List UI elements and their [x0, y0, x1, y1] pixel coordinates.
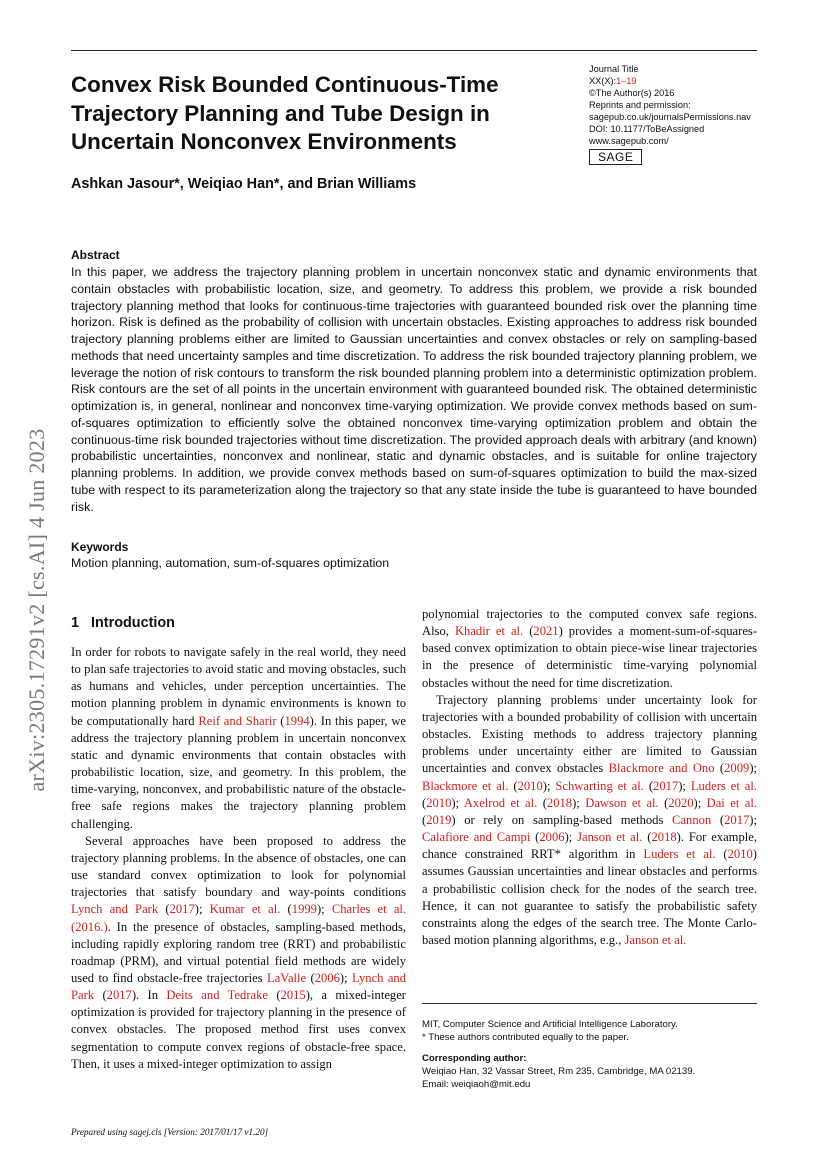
citation-link[interactable]: Luders et al. — [690, 778, 758, 793]
citation-link[interactable]: 1994 — [284, 713, 310, 728]
text-run: ); — [564, 830, 578, 845]
text-run: ( — [158, 902, 170, 917]
corresponding-email: Email: weiqiaoh@mit.edu — [422, 1079, 531, 1090]
journal-info — [589, 63, 789, 165]
arxiv-stamp: arXiv:2305.17291v2 [cs.AI] 4 Jun 2023 — [24, 428, 49, 792]
citation-link[interactable]: 2017 — [724, 812, 750, 827]
text-run: ) provides a moment-sum-of-squares-based convex optimization to obtain piece-wise linear trajectories in the presence of deterministic time-varying polynomial obstacles without the need for time discretization. — [422, 624, 758, 690]
paper-authors: Ashkan Jasour*, Weiqiao Han*, and Brian Williams — [71, 176, 417, 192]
citation-link[interactable]: 2009 — [724, 761, 750, 776]
citation-link[interactable]: 2010 — [727, 847, 753, 862]
paragraph — [71, 644, 406, 833]
citation-link[interactable]: 2006 — [539, 830, 565, 845]
text-run: ); — [316, 902, 332, 917]
citation-link[interactable]: 1999 — [291, 902, 317, 917]
text-run: ). In this paper, we address the trajectory planning problem in uncertain nonconvex static and dynamic environments that contain obstacles with probabilistic location, size, and geometry. In this problem, the time-varying, nonconvex, and probabilistic nature of the obstacle-free safe regions makes the trajectory planning problem challenging. — [71, 713, 407, 831]
citation-link[interactable]: Calafiore and Campi — [422, 830, 531, 845]
footnote-rule — [422, 1003, 757, 1004]
text-run: ( — [658, 795, 669, 810]
text-run: ), a mixed-integer optimization is provided for trajectory planning in the presence of convex obstacles. The proposed method first uses convex segmentation to compute convex regions of obstacle-free space. Then, it uses a mixed-integer optimization to assign — [71, 988, 406, 1071]
keywords-text: Motion planning, automation, sum-of-squares optimization — [71, 556, 390, 570]
citation-link[interactable]: Lynch and Park — [71, 970, 407, 1003]
text-run: ( — [711, 812, 725, 827]
text-run: ); — [194, 902, 210, 917]
left-column — [71, 644, 406, 1073]
text-run: Several approaches have been proposed to address the trajectory planning problems. In the absence of obstacles, one can use standard convex optimization to look for polynomial trajectories that satisfy boundary and way-points conditions — [71, 833, 406, 900]
citation-link[interactable]: Janson et al. — [624, 932, 687, 947]
text-run: ( — [267, 988, 281, 1003]
section-heading — [71, 615, 175, 631]
text-run: ); — [693, 795, 707, 810]
journal-volume-pages — [589, 75, 789, 87]
citation-link[interactable]: 2017 — [106, 988, 132, 1003]
paragraph — [422, 606, 757, 692]
citation-link[interactable]: 2010 — [426, 795, 452, 810]
text-run: ( — [306, 970, 315, 985]
text-run: ( — [530, 830, 540, 845]
text-run: ). In — [131, 988, 167, 1003]
text-run: ( — [537, 795, 547, 810]
text-run: ( — [715, 847, 728, 862]
text-run: ); — [339, 970, 352, 985]
citation-link[interactable]: Reif and Sharir — [198, 713, 277, 728]
text-run: ( — [714, 761, 725, 776]
citation-link[interactable]: 2017 — [653, 778, 679, 793]
citation-link[interactable]: 2010 — [517, 778, 543, 793]
citation-link[interactable]: LaValle — [266, 970, 307, 985]
text-run: ); — [451, 795, 464, 810]
citation-link[interactable]: Cannon — [672, 812, 712, 827]
citation-link[interactable]: 2015 — [280, 988, 306, 1003]
text-run: ( — [422, 795, 427, 810]
section-number: 1 — [71, 615, 80, 631]
citation-link[interactable]: Axelrod et al. — [463, 795, 538, 810]
text-run: ); — [572, 795, 586, 810]
citation-link[interactable]: 2006 — [314, 970, 340, 985]
journal-website: www.sagepub.com/ — [589, 136, 669, 146]
journal-permissions-url: sagepub.co.uk/journalsPermissions.nav — [589, 112, 751, 122]
corresponding-address: Weiqiao Han, 32 Vassar Street, Rm 235, Cambridge, MA 02139. — [422, 1066, 696, 1077]
citation-link[interactable]: Schwarting et al. — [555, 778, 644, 793]
header-rule — [71, 50, 757, 51]
text-run: Trajectory planning problems under uncertainty look for trajectories with a bounded probability of collision with uncertain obstacles. Existing methods to address trajectory planning problems under uncertainty either are limited to Gaussian uncertainties and convex obstacles — [422, 692, 757, 776]
paragraph — [71, 833, 406, 1073]
citation-link[interactable]: Deits and Tedrake — [166, 988, 268, 1003]
equal-contribution-note: * These authors contributed equally to the paper. — [422, 1032, 629, 1043]
citation-link[interactable]: Janson et al. — [577, 830, 643, 845]
paragraph — [422, 692, 757, 949]
citation-link[interactable]: 2018 — [546, 795, 573, 810]
journal-title: Journal Title — [589, 64, 639, 74]
citation-link[interactable]: Khadir et al. — [454, 624, 524, 639]
keywords-heading: Keywords — [71, 540, 129, 554]
affiliation-note: MIT, Computer Science and Artificial Intelligence Laboratory. — [422, 1019, 678, 1030]
abstract-text: In this paper, we address the trajectory planning problem in uncertain nonconvex static and dynamic environments that contain obstacles with probabilistic location, size, and geometry. To address this problem, we provide a risk bounded trajectory planning method that looks for continuous-time trajectories with guaranteed bounded risk over the planning time horizon. Risk is defined as the probability of collision with uncertain obstacles. Existing approaches to address risk bounded trajectory planning problems either are limited to Gaussian uncertainties and convex obstacles or rely on sampling-based methods that need uncertainty samples and time discretization. To address the risk bounded trajectory planning problem, we leverage the notion of risk contours to transform the risk bounded planning problem into a deterministic optimization problem. Risk contours are the set of all points in the uncertain environment with guaranteed bounded risk. The obtained deterministic optimization is, in general, nonlinear and nonconvex time-varying optimization. We provide convex methods based on sum-of-squares optimization to efficiently solve the obtained nonconvex time-varying optimization problem and obtain the continuous-time risk bounded trajectories without time discretization. The provided approach deals with arbitrary (and known) probabilistic uncertainties, nonconvex and nonlinear, static and dynamic obstacles, and is suitable for online trajectory planning problems. In addition, we provide convex methods based on sum-of-squares optimization to build the max-sized tube with respect to its parameterization along the trajectory so that any state inside the tube is guaranteed to have bounded risk. — [71, 265, 757, 514]
citation-link[interactable]: 2018 — [651, 830, 677, 845]
footer-version: [Version: 2017/01/17 v1.20] — [161, 1127, 269, 1137]
text-run: ). For example, chance constrained RRT* algorithm in — [422, 830, 757, 862]
corresponding-author-heading: Corresponding author: — [422, 1053, 527, 1064]
citation-link[interactable]: Charles et al. (2016.) — [71, 902, 407, 934]
text-run: polynomial trajectories to the computed convex safe regions. Also, — [422, 607, 757, 639]
citation-link[interactable]: Dai et al. — [706, 795, 757, 810]
citation-link[interactable]: 2020 — [668, 795, 694, 810]
text-run: ); — [749, 761, 758, 776]
journal-copyright: ©The Author(s) 2016 — [589, 88, 675, 98]
page-footer — [71, 1127, 268, 1137]
citation-link[interactable]: Blackmore and Ono — [608, 761, 715, 776]
journal-doi: DOI: 10.1177/ToBeAssigned — [589, 124, 705, 134]
text-run: ( — [280, 902, 292, 917]
text-run: . In the presence of obstacles, sampling-based methods, including rapidly exploring random tree (RRT) and probabilistic roadmap (PRM), and virtual potential field methods are widely used to find obstacle-free trajectories — [71, 919, 406, 985]
text-run: ( — [643, 778, 654, 793]
journal-volume: XX(X): — [589, 76, 617, 86]
text-run: In order for robots to navigate safely in the real world, they need to plan safe trajectories to avoid static and moving obstacles, such as humans and vehicles, under perception uncertainties. The motion planning problem in dynamic environments is known to be computationally hard — [71, 645, 406, 728]
citation-link[interactable]: 2017 — [169, 902, 195, 917]
citation-link[interactable]: Blackmore et al. — [422, 778, 509, 793]
journal-pages-link[interactable]: 1–19 — [616, 76, 637, 86]
journal-reprints: Reprints and permission: — [589, 100, 691, 110]
text-run: ); — [749, 812, 757, 827]
citation-link[interactable]: 2021 — [533, 624, 559, 639]
paper-title: Convex Risk Bounded Continuous-Time Trajectory Planning and Tube Design in Uncertain Nonconvex Environments — [71, 72, 499, 155]
footer-prefix: Prepared using — [71, 1127, 130, 1137]
text-run: ) or rely on sampling-based methods — [451, 812, 673, 827]
text-run: ( — [94, 988, 107, 1003]
citation-link[interactable]: Lynch and Park — [71, 902, 159, 917]
text-run: ); — [542, 778, 556, 793]
text-run: ( — [642, 830, 652, 845]
footnotes — [422, 1018, 757, 1091]
text-run: ( — [422, 812, 427, 827]
citation-link[interactable]: Kumar et al. — [209, 902, 281, 917]
sage-logo: SAGE — [589, 149, 642, 165]
section-title: Introduction — [91, 615, 175, 631]
text-run: ) assumes Gaussian uncertainties and linear obstacles and performs a probabilistic collision check for the nodes of the search tree. Hence, it can not guarantee to satisfy the probabilistic safety constraints along the edges of the search tree. The Monte Carlo-based motion planning algorithms, e.g., — [422, 847, 757, 947]
footer-cls-name: sagej.cls — [129, 1127, 162, 1137]
text-run: ( — [276, 713, 285, 728]
citation-link[interactable]: 2019 — [426, 812, 452, 827]
citation-link[interactable]: Luders et al. — [643, 847, 716, 862]
text-run: ); — [678, 778, 691, 793]
right-column — [422, 606, 757, 949]
abstract-heading: Abstract — [71, 248, 120, 262]
text-run: ( — [523, 624, 534, 639]
citation-link[interactable]: Dawson et al. — [585, 795, 659, 810]
text-run: ( — [508, 778, 518, 793]
